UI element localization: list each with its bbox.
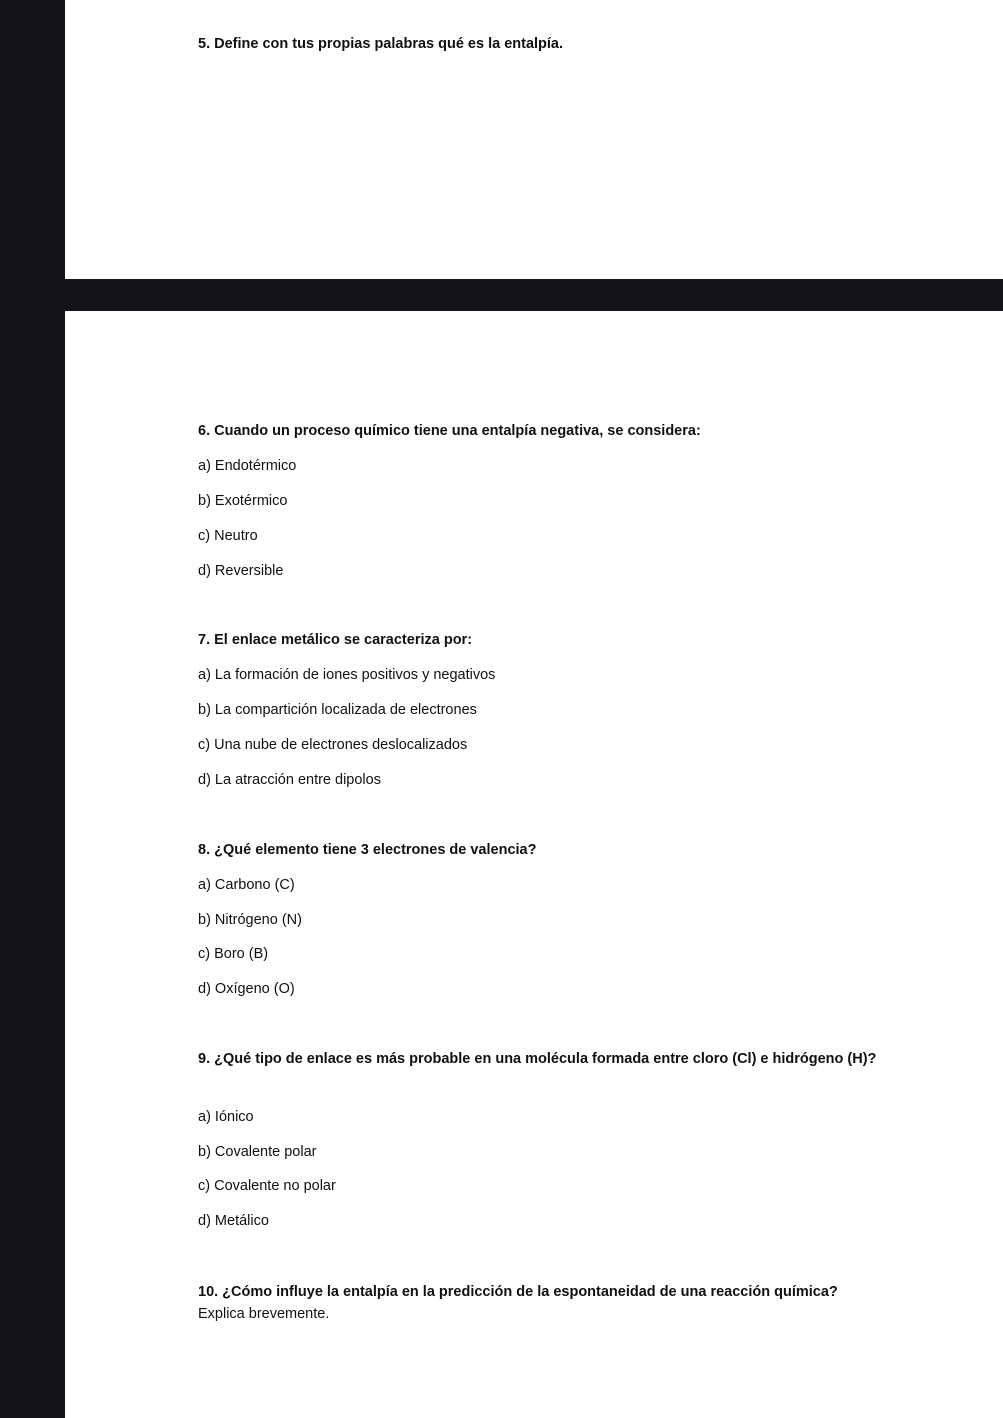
- question-7-option-a: a) La formación de iones positivos y negativos: [198, 667, 496, 683]
- question-8-title: 8. ¿Qué elemento tiene 3 electrones de valencia?: [198, 842, 537, 858]
- question-8-option-b: b) Nitrógeno (N): [198, 912, 302, 928]
- question-8-option-d: d) Oxígeno (O): [198, 981, 295, 997]
- question-6-option-a: a) Endotérmico: [198, 458, 297, 474]
- question-8-option-a: a) Carbono (C): [198, 877, 295, 893]
- document-page-top: [65, 0, 1003, 279]
- question-7-title: 7. El enlace metálico se caracteriza por:: [198, 632, 473, 648]
- question-6-option-c: c) Neutro: [198, 528, 258, 544]
- question-9-option-d: d) Metálico: [198, 1213, 269, 1229]
- question-10-subtitle: Explica brevemente.: [198, 1306, 330, 1322]
- document-page-bottom: [65, 311, 1003, 1418]
- question-7-option-d: d) La atracción entre dipolos: [198, 772, 381, 788]
- question-10-title: 10. ¿Cómo influye la entalpía en la predicción de la espontaneidad de una reacción química?: [198, 1284, 838, 1300]
- question-7-option-b: b) La compartición localizada de electrones: [198, 702, 477, 718]
- question-6-option-b: b) Exotérmico: [198, 493, 288, 509]
- question-6-option-d: d) Reversible: [198, 563, 284, 579]
- question-6-title: 6. Cuando un proceso químico tiene una entalpía negativa, se considera:: [198, 423, 701, 439]
- question-9-title: 9. ¿Qué tipo de enlace es más probable en una molécula formada entre cloro (Cl) e hidrógeno (H)?: [198, 1051, 877, 1067]
- question-5-title: 5. Define con tus propias palabras qué es la entalpía.: [198, 36, 564, 52]
- question-7-option-c: c) Una nube de electrones deslocalizados: [198, 737, 468, 753]
- question-9-option-b: b) Covalente polar: [198, 1144, 317, 1160]
- question-9-option-a: a) Iónico: [198, 1109, 254, 1125]
- question-8-option-c: c) Boro (B): [198, 946, 269, 962]
- question-9-option-c: c) Covalente no polar: [198, 1178, 336, 1194]
